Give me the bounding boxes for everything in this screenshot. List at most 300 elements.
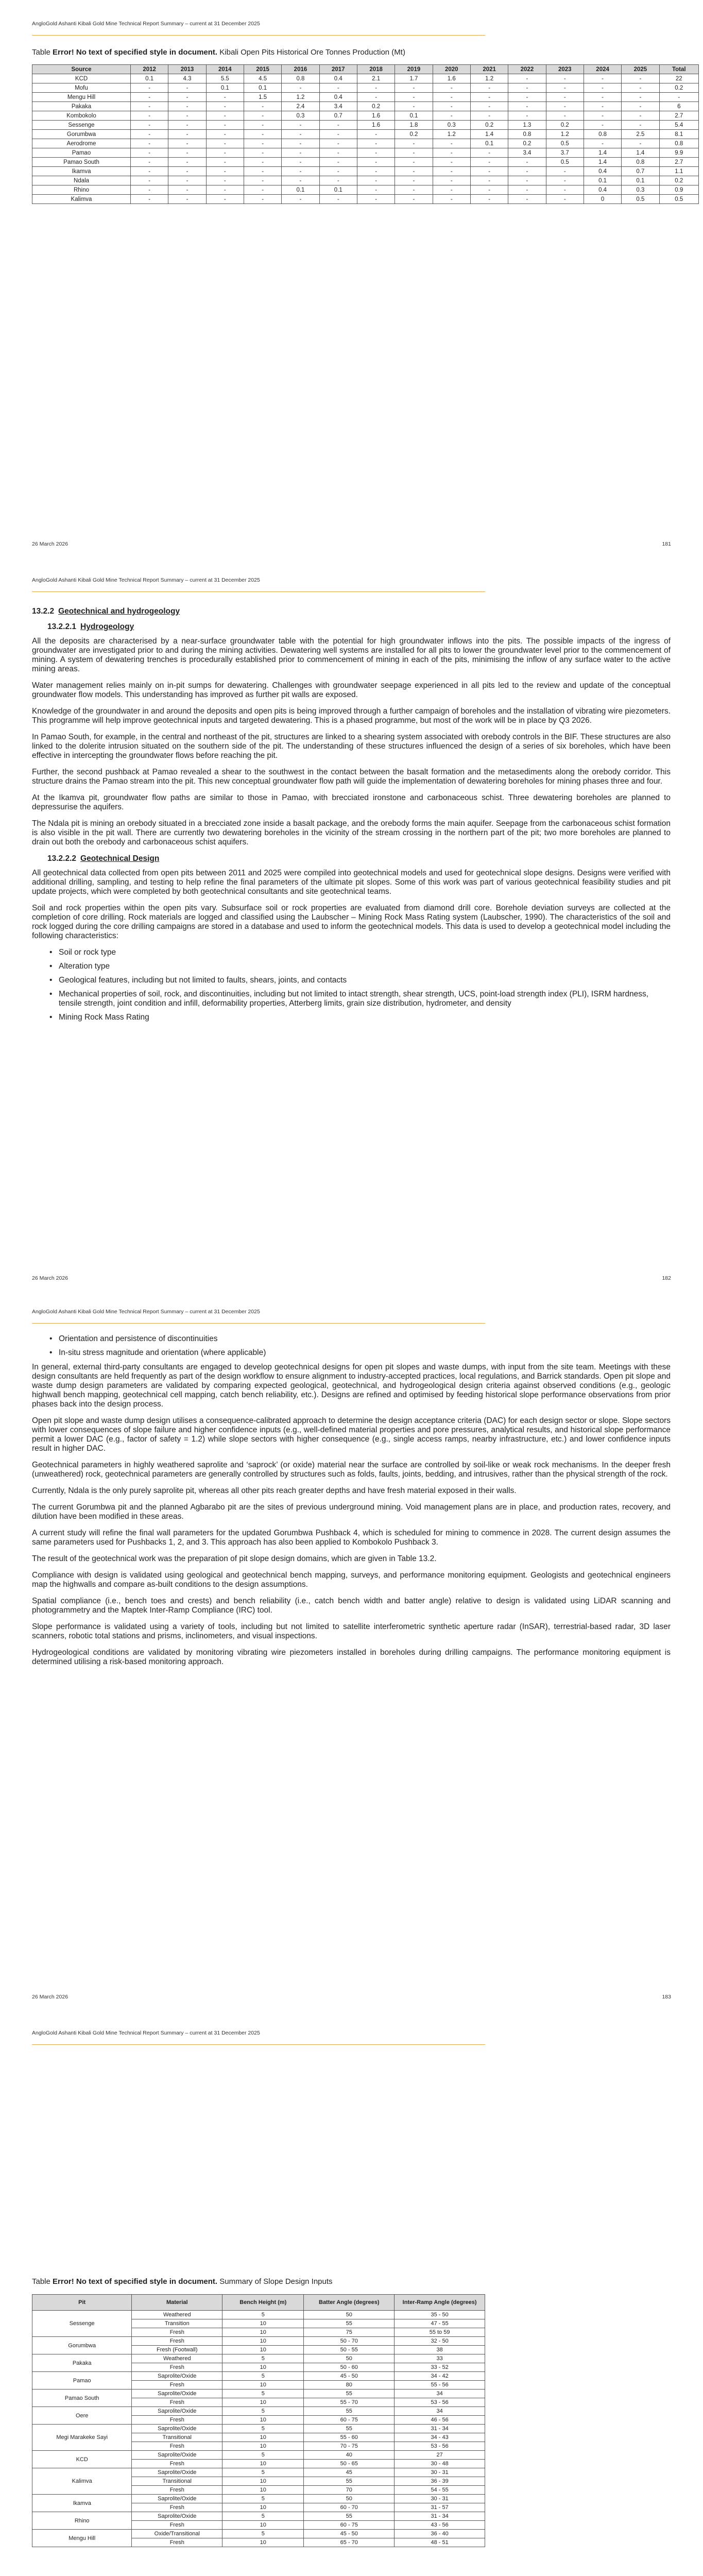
- table-row: [32, 111, 699, 121]
- value-cell: -: [282, 83, 319, 93]
- value-cell: 10: [222, 2521, 304, 2530]
- value-cell: -: [282, 158, 319, 167]
- value-cell: -: [282, 167, 319, 176]
- table-row: [32, 121, 699, 130]
- column-header: 2023: [546, 65, 584, 74]
- value-cell: 38: [395, 2346, 485, 2354]
- value-cell: -: [244, 167, 281, 176]
- value-cell: 1.2: [470, 74, 508, 83]
- value-cell: 0.4: [319, 74, 357, 83]
- value-cell: -: [206, 111, 244, 121]
- table-row: [32, 148, 699, 158]
- running-header: AngloGold Ashanti Kibali Gold Mine Technical Report Summary – current at 31 December 2025: [32, 2030, 260, 2036]
- value-cell: -: [470, 148, 508, 158]
- value-cell: -: [131, 83, 168, 93]
- value-cell: -: [584, 83, 621, 93]
- running-header: AngloGold Ashanti Kibali Gold Mine Technical Report Summary – current at 31 December 2025: [32, 577, 260, 583]
- source-cell: Rhino: [32, 185, 131, 195]
- value-cell: -: [244, 111, 281, 121]
- value-cell: -: [357, 93, 395, 102]
- paragraph: Open pit slope and waste dump design utilises a consequence-calibrated approach to determine the design acceptance criteria (DAC) for each design sector or slope. Slope sectors with lower consequences of slope failure and higher confidence inputs (e.g., well-defined material properties and pore pressures, analytical results, and historical slope performance permit a lower DAC (e.g., factor of safety = 1.2) while slope sectors with higher consequence (e.g., single access ramps, nearby infrastructure, etc.) and lower confidence inputs result in higher DAC.: [32, 1416, 671, 1453]
- value-cell: 10: [222, 2442, 304, 2451]
- column-header: Bench Height (m): [222, 2295, 304, 2311]
- value-cell: 60 - 75: [304, 2521, 395, 2530]
- value-cell: -: [622, 93, 659, 102]
- value-cell: 55: [304, 2477, 395, 2486]
- column-header: 2015: [244, 65, 281, 74]
- list-item: • Geological features, including but not limited to faults, shears, joints, and contacts: [59, 976, 671, 985]
- running-header: AngloGold Ashanti Kibali Gold Mine Technical Report Summary – current at 31 December 2025: [32, 1309, 260, 1315]
- value-cell: -: [433, 102, 470, 111]
- page-number: 182: [662, 1275, 671, 1281]
- value-cell: -: [546, 111, 584, 121]
- table-row: [32, 2407, 485, 2416]
- column-header: 2018: [357, 65, 395, 74]
- list-item: • Soil or rock type: [59, 948, 671, 957]
- footer-date: 26 March 2026: [32, 1994, 68, 2000]
- value-cell: -: [206, 158, 244, 167]
- table-row: [32, 2425, 485, 2433]
- value-cell: -: [584, 74, 621, 83]
- table-row: [32, 2389, 485, 2398]
- pit-cell: KCD: [32, 2451, 132, 2468]
- value-cell: -: [508, 176, 546, 185]
- value-cell: 3.7: [546, 148, 584, 158]
- value-cell: 0.5: [546, 158, 584, 167]
- value-cell: 75: [304, 2328, 395, 2337]
- paragraph: All geotechnical data collected from open pits between 2011 and 2025 were compiled into geotechnical models and used for geotechnical slope designs. Designs were verified with additional drilling, sampling, and testing to help refine the final parameters of the ultimate pit slopes. Some of this work was part of various geotechnical feasibility studies and pit update projects, which were completed by both geotechnical consultants and site geotechnical teams.: [32, 869, 671, 896]
- value-cell: 0.1: [584, 176, 621, 185]
- section-heading: 13.2.2 Geotechnical and hydrogeology: [32, 607, 180, 616]
- value-cell: 5: [222, 2354, 304, 2363]
- value-cell: 5: [222, 2451, 304, 2460]
- table-row: [32, 195, 699, 204]
- value-cell: -: [546, 195, 584, 204]
- value-cell: 35 - 50: [395, 2311, 485, 2319]
- column-header: 2013: [168, 65, 206, 74]
- value-cell: Saprolite/Oxide: [132, 2468, 222, 2477]
- table-row: [32, 167, 699, 176]
- value-cell: -: [433, 167, 470, 176]
- paragraph: Knowledge of the groundwater in and around the deposits and open pits is being improved through a further campaign of boreholes and the installation of vibrating wire piezometers. This programme will help improve geotechnical inputs and targeted dewatering. This is a phased programme, but most of the work will be in place by Q3 2026.: [32, 707, 671, 725]
- value-cell: -: [622, 83, 659, 93]
- value-cell: 0.1: [131, 74, 168, 83]
- value-cell: -: [470, 93, 508, 102]
- table-header-row: [32, 65, 699, 74]
- source-cell: Pamao: [32, 148, 131, 158]
- value-cell: -: [131, 111, 168, 121]
- value-cell: -: [395, 83, 433, 93]
- value-cell: 55 - 70: [304, 2398, 395, 2407]
- value-cell: 55: [304, 2389, 395, 2398]
- value-cell: -: [168, 93, 206, 102]
- value-cell: 0.1: [622, 176, 659, 185]
- value-cell: 70: [304, 2486, 395, 2495]
- value-cell: -: [584, 93, 621, 102]
- value-cell: 1.7: [395, 74, 433, 83]
- value-cell: 0.4: [584, 167, 621, 176]
- value-cell: 22: [659, 74, 698, 83]
- value-cell: 1.4: [470, 130, 508, 139]
- value-cell: 70 - 75: [304, 2442, 395, 2451]
- value-cell: 45 - 50: [304, 2372, 395, 2381]
- value-cell: Transition: [132, 2319, 222, 2328]
- source-cell: Mengu Hill: [32, 93, 131, 102]
- table-row: [32, 2468, 485, 2477]
- table-row: [32, 83, 699, 93]
- source-cell: Mofu: [32, 83, 131, 93]
- column-header: Pit: [32, 2295, 132, 2311]
- value-cell: Oxide/Transitional: [132, 2530, 222, 2538]
- paragraph: The result of the geotechnical work was the preparation of pit slope design domains, which are given in Table 13.2.: [32, 1554, 437, 1563]
- table-row: [32, 2495, 485, 2503]
- paragraph: The current Gorumbwa pit and the planned Agbarabo pit are the sites of previous underground mining. Void management plans are in place, and production rates, recovery, and dilution have been modified in these areas.: [32, 1503, 671, 1521]
- header-rule: [32, 35, 485, 36]
- value-cell: 55: [304, 2407, 395, 2416]
- value-cell: 0.2: [659, 83, 698, 93]
- value-cell: -: [622, 74, 659, 83]
- value-cell: 1.6: [433, 74, 470, 83]
- value-cell: 0.2: [659, 176, 698, 185]
- column-header: 2017: [319, 65, 357, 74]
- value-cell: 2.4: [282, 102, 319, 111]
- value-cell: 0.4: [584, 185, 621, 195]
- value-cell: 34 - 43: [395, 2433, 485, 2442]
- value-cell: -: [244, 185, 281, 195]
- value-cell: -: [433, 111, 470, 121]
- table-row: [32, 2372, 485, 2381]
- value-cell: 34 - 42: [395, 2372, 485, 2381]
- paragraph: The Ndala pit is mining an orebody situated in a brecciated zone inside a basalt package, and the orebody forms the main aquifer. Seepage from the carbonaceous schist formation is also visible in the pit wall. There are currently two dewatering boreholes in the vicinity of the stream crossing in the northern part of the pit; two more boreholes are planned to drain out both the orebody and carbonaceous schist aquifers.: [32, 819, 671, 846]
- table-row: [32, 2512, 485, 2521]
- value-cell: 40: [304, 2451, 395, 2460]
- value-cell: -: [282, 148, 319, 158]
- table-row: [32, 74, 699, 83]
- table-row: [32, 176, 699, 185]
- value-cell: -: [357, 148, 395, 158]
- table-row: [32, 93, 699, 102]
- value-cell: -: [584, 111, 621, 121]
- pit-cell: Kalimva: [32, 2468, 132, 2495]
- value-cell: -: [168, 167, 206, 176]
- paragraph: Currently, Ndala is the only purely saprolite pit, whereas all other pits reach greater depths and have fresh material exposed in their walls.: [32, 1486, 517, 1495]
- paragraph: At the Ikamva pit, groundwater flow paths are similar to those in Pamao, with brecciated ironstone and carbonaceous schist. Three dewatering boreholes are planned to depressurise the aquifers.: [32, 793, 671, 811]
- value-cell: 3.4: [319, 102, 357, 111]
- value-cell: -: [244, 158, 281, 167]
- value-cell: -: [470, 83, 508, 93]
- paragraph: Geotechnical parameters in highly weathered saprolite and ‘saprock’ (or oxide) material near the surface are controlled by soil-like or weak rock mechanisms. In the deeper fresh (unweathered) rock, geotechnical parameters are generally controlled by structures such as folds, faults, joints, bedding, and intrusives, rather than the physical strength of the rock.: [32, 1461, 671, 1479]
- value-cell: Fresh: [132, 2337, 222, 2346]
- value-cell: -: [395, 148, 433, 158]
- page-3-body: [32, 1334, 671, 1674]
- pit-cell: Mengu Hill: [32, 2530, 132, 2547]
- value-cell: 4.5: [244, 74, 281, 83]
- value-cell: -: [244, 148, 281, 158]
- value-cell: -: [131, 158, 168, 167]
- value-cell: 1.2: [546, 130, 584, 139]
- value-cell: -: [659, 93, 698, 102]
- value-cell: Fresh (Footwall): [132, 2346, 222, 2354]
- value-cell: 1.4: [622, 148, 659, 158]
- value-cell: 27: [395, 2451, 485, 2460]
- value-cell: 0.3: [282, 111, 319, 121]
- value-cell: -: [395, 158, 433, 167]
- value-cell: 36 - 40: [395, 2530, 485, 2538]
- value-cell: 5: [222, 2372, 304, 2381]
- value-cell: -: [395, 176, 433, 185]
- value-cell: 1.4: [584, 148, 621, 158]
- pit-cell: Pamao: [32, 2372, 132, 2389]
- column-header: Source: [32, 65, 131, 74]
- value-cell: -: [470, 111, 508, 121]
- value-cell: 33: [395, 2354, 485, 2363]
- value-cell: 10: [222, 2319, 304, 2328]
- value-cell: 0.4: [319, 93, 357, 102]
- pit-cell: Ikamva: [32, 2495, 132, 2512]
- paragraph: All the deposits are characterised by a near-surface groundwater table with the potential for high groundwater inflows into the pits. The possible impacts of the ingress of groundwater are investigated prior to and during the mining activities. Dewatering well systems are installed for all pits to lower the groundwater level prior to the commencement of mining. A system of dewatering trenches is procedurally established prior to commencement of mining in each of the pits, minimising the inflow of any surface water to the active mining areas.: [32, 637, 671, 673]
- column-header: 2020: [433, 65, 470, 74]
- source-cell: Ikamva: [32, 167, 131, 176]
- value-cell: -: [357, 130, 395, 139]
- value-cell: Fresh: [132, 2486, 222, 2495]
- value-cell: 5: [222, 2389, 304, 2398]
- paragraph: Water management relies mainly on in-pit sumps for dewatering. Challenges with groundwater seepage experienced in all pits led to the review and update of the conceptual groundwater flow models. This understanding has improved as further pit walls are exposed.: [32, 681, 671, 699]
- value-cell: Fresh: [132, 2503, 222, 2512]
- value-cell: -: [206, 130, 244, 139]
- subsection-heading: 13.2.2.2 Geotechnical Design: [47, 854, 160, 863]
- paragraph: In Pamao South, for example, in the central and northeast of the pit, structures are linked to a shearing system associated with orebody controls in the BIF. These structures are also linked to the dolerite intrusion situated on the southern side of the pit. The understanding of these structures influenced the design of a series of six boreholes, which have been effective in intercepting the groundwater flows before reaching the pit.: [32, 733, 671, 760]
- value-cell: -: [584, 102, 621, 111]
- value-cell: 10: [222, 2538, 304, 2547]
- value-cell: 43 - 56: [395, 2521, 485, 2530]
- value-cell: 1.4: [584, 158, 621, 167]
- value-cell: -: [395, 93, 433, 102]
- value-cell: 0.1: [395, 111, 433, 121]
- value-cell: 45: [304, 2468, 395, 2477]
- source-cell: Aerodrome: [32, 139, 131, 148]
- value-cell: -: [131, 167, 168, 176]
- value-cell: -: [433, 93, 470, 102]
- value-cell: 55 - 56: [395, 2381, 485, 2389]
- column-header: Material: [132, 2295, 222, 2311]
- page-footer: [32, 541, 671, 547]
- production-table: [32, 64, 699, 204]
- value-cell: -: [131, 93, 168, 102]
- table-row: [32, 2530, 485, 2538]
- value-cell: 55: [304, 2319, 395, 2328]
- value-cell: 60 - 75: [304, 2416, 395, 2425]
- column-header: Inter-Ramp Angle (degrees): [395, 2295, 485, 2311]
- value-cell: -: [546, 167, 584, 176]
- table-caption: Table Error! No text of specified style in document. Summary of Slope Design Inputs: [32, 2277, 333, 2286]
- value-cell: -: [433, 176, 470, 185]
- value-cell: 53 - 56: [395, 2398, 485, 2407]
- pit-cell: Megi Marakeke Sayi: [32, 2425, 132, 2451]
- value-cell: -: [319, 176, 357, 185]
- value-cell: -: [244, 121, 281, 130]
- value-cell: Fresh: [132, 2442, 222, 2451]
- value-cell: 5: [222, 2495, 304, 2503]
- value-cell: -: [508, 74, 546, 83]
- source-cell: Pakaka: [32, 102, 131, 111]
- value-cell: 1.3: [508, 121, 546, 130]
- value-cell: -: [319, 195, 357, 204]
- value-cell: 5: [222, 2425, 304, 2433]
- list-item: • Mechanical properties of soil, rock, and discontinuities, including but not limited to intact strength, shear strength, UCS, point-load strength index (PLI), ISRM hardness, tensile strength, joint condition and infill, deformability properties, Atterberg limits, grain size distribution, hydrometer, and density: [59, 990, 671, 1008]
- pit-cell: Pakaka: [32, 2354, 132, 2372]
- value-cell: -: [470, 176, 508, 185]
- column-header: 2025: [622, 65, 659, 74]
- value-cell: -: [622, 139, 659, 148]
- value-cell: 50: [304, 2311, 395, 2319]
- value-cell: -: [131, 176, 168, 185]
- value-cell: 31 - 34: [395, 2512, 485, 2521]
- value-cell: -: [433, 195, 470, 204]
- value-cell: -: [508, 185, 546, 195]
- header-rule: [32, 2044, 485, 2045]
- value-cell: 4.3: [168, 74, 206, 83]
- value-cell: 0.1: [319, 185, 357, 195]
- value-cell: 31 - 57: [395, 2503, 485, 2512]
- pit-cell: Rhino: [32, 2512, 132, 2530]
- value-cell: -: [206, 185, 244, 195]
- value-cell: -: [395, 185, 433, 195]
- value-cell: 10: [222, 2460, 304, 2468]
- value-cell: 5: [222, 2512, 304, 2521]
- value-cell: 45 - 50: [304, 2530, 395, 2538]
- value-cell: 1.6: [357, 111, 395, 121]
- value-cell: -: [357, 176, 395, 185]
- value-cell: 65 - 70: [304, 2538, 395, 2547]
- page-number: 183: [662, 1994, 671, 2000]
- value-cell: -: [206, 167, 244, 176]
- value-cell: 6: [659, 102, 698, 111]
- value-cell: 0.3: [433, 121, 470, 130]
- value-cell: 10: [222, 2433, 304, 2442]
- value-cell: -: [319, 167, 357, 176]
- value-cell: 33 - 52: [395, 2363, 485, 2372]
- paragraph: Further, the second pushback at Pamao revealed a shear to the southwest in the contact between the basalt formation and the metasediments along the orebody corridor. This structure drains the Pamao stream into the pit. This new conceptual groundwater flow path will guide the implementation of dewatering boreholes for mining phases three and four.: [32, 768, 671, 786]
- value-cell: 2.5: [622, 130, 659, 139]
- table-row: [32, 2451, 485, 2460]
- value-cell: 0.8: [584, 130, 621, 139]
- value-cell: -: [508, 167, 546, 176]
- value-cell: 50: [304, 2495, 395, 2503]
- value-cell: -: [244, 102, 281, 111]
- value-cell: -: [395, 167, 433, 176]
- paragraph: Soil and rock properties within the open pits vary. Subsurface soil or rock properties are evaluated from diamond drill core. Borehole deviation surveys are collected at the completion of core drilling. Rock materials are logged and classified using the Laubscher – Mining Rock Mass Rating system (Laubscher, 1990). The characteristics of the soil and rock logged during the core drilling campaigns are stored in a database and used to inform the geotechnical models. This data is used to develop a geotechnical model including the following characteristics:: [32, 904, 671, 940]
- value-cell: 36 - 39: [395, 2477, 485, 2486]
- value-cell: 30 - 48: [395, 2460, 485, 2468]
- value-cell: 1.6: [357, 121, 395, 130]
- value-cell: -: [168, 102, 206, 111]
- value-cell: -: [433, 139, 470, 148]
- value-cell: -: [131, 130, 168, 139]
- value-cell: -: [546, 102, 584, 111]
- value-cell: -: [282, 195, 319, 204]
- value-cell: -: [622, 111, 659, 121]
- page-number: 181: [662, 541, 671, 547]
- table-row: [32, 2337, 485, 2346]
- value-cell: -: [319, 130, 357, 139]
- value-cell: 34: [395, 2407, 485, 2416]
- value-cell: 54 - 55: [395, 2486, 485, 2495]
- value-cell: -: [206, 121, 244, 130]
- value-cell: Saprolite/Oxide: [132, 2372, 222, 2381]
- value-cell: 10: [222, 2381, 304, 2389]
- value-cell: 0.2: [470, 121, 508, 130]
- value-cell: -: [433, 185, 470, 195]
- value-cell: -: [319, 121, 357, 130]
- header-rule: [32, 1323, 485, 1324]
- value-cell: -: [433, 158, 470, 167]
- value-cell: -: [508, 195, 546, 204]
- header-rule: [32, 591, 485, 592]
- value-cell: -: [433, 83, 470, 93]
- value-cell: -: [168, 121, 206, 130]
- value-cell: -: [131, 139, 168, 148]
- value-cell: 32 - 50: [395, 2337, 485, 2346]
- value-cell: 10: [222, 2398, 304, 2407]
- paragraph: In general, external third-party consultants are engaged to develop geotechnical designs for open pit slopes and waste dumps, with input from the site team. Meetings with these design consultants are held frequently as part of the design workflow to ensure alignment to industry-accepted practices, local regulations, and Barrick standards. Open pit slope and waste dump design parameters are validated by comparing expected geological, geotechnical, and hydrogeological design criteria against observed conditions (e.g., geologic highwall bench mapping, geotechnical cell mapping, catch bench reliability, etc.). Designs are refined and optimised by feeding historical slope performance observations from prior phases back into the design process.: [32, 1363, 671, 1409]
- value-cell: -: [546, 74, 584, 83]
- value-cell: 31 - 34: [395, 2425, 485, 2433]
- value-cell: 5: [222, 2311, 304, 2319]
- value-cell: -: [546, 185, 584, 195]
- value-cell: -: [244, 195, 281, 204]
- value-cell: 0.8: [508, 130, 546, 139]
- value-cell: 0.8: [622, 158, 659, 167]
- value-cell: 10: [222, 2503, 304, 2512]
- value-cell: -: [508, 111, 546, 121]
- value-cell: -: [470, 158, 508, 167]
- table-row: [32, 158, 699, 167]
- value-cell: 0: [584, 195, 621, 204]
- value-cell: 46 - 56: [395, 2416, 485, 2425]
- page-footer: [32, 1994, 671, 2000]
- value-cell: 0.5: [659, 195, 698, 204]
- value-cell: 0.1: [244, 83, 281, 93]
- footer-date: 26 March 2026: [32, 1275, 68, 1281]
- table-row: [32, 130, 699, 139]
- list-item: • Alteration type: [59, 962, 671, 971]
- value-cell: -: [206, 93, 244, 102]
- value-cell: 0.3: [622, 185, 659, 195]
- paragraph: A current study will refine the final wall parameters for the updated Gorumbwa Pushback 4, which is scheduled for mining to commence in 2028. The current design assumes the same parameters used for Pushbacks 1, 2, and 3. This approach has also been applied to Kombokolo Pushback 3.: [32, 1529, 671, 1547]
- table-row: [32, 102, 699, 111]
- value-cell: -: [206, 102, 244, 111]
- value-cell: 10: [222, 2328, 304, 2337]
- value-cell: 50 - 55: [304, 2346, 395, 2354]
- value-cell: -: [584, 139, 621, 148]
- running-header: AngloGold Ashanti Kibali Gold Mine Technical Report Summary – current at 31 December 2025: [32, 21, 260, 27]
- value-cell: 48 - 51: [395, 2538, 485, 2547]
- value-cell: Fresh: [132, 2460, 222, 2468]
- value-cell: -: [206, 195, 244, 204]
- table-row: [32, 2311, 485, 2319]
- value-cell: -: [206, 176, 244, 185]
- value-cell: -: [244, 176, 281, 185]
- column-header: Total: [659, 65, 698, 74]
- table-header-row: [32, 2295, 485, 2311]
- value-cell: 0.2: [395, 130, 433, 139]
- paragraph: Hydrogeological conditions are validated by monitoring vibrating wire piezometers installed in boreholes during drilling campaigns. The performance monitoring equipment is determined utilising a risk-based monitoring approach.: [32, 1648, 671, 1666]
- value-cell: 0.8: [659, 139, 698, 148]
- slope-design-table: [32, 2294, 485, 2547]
- value-cell: 47 - 55: [395, 2319, 485, 2328]
- value-cell: -: [508, 83, 546, 93]
- paragraph: Slope performance is validated using a variety of tools, including but not limited to satellite interferometric synthetic aperture radar (InSAR), terrestrial-based radar, 3D laser scanners, robotic total stations and prisms, inclinometers, and visual inspections.: [32, 1622, 671, 1640]
